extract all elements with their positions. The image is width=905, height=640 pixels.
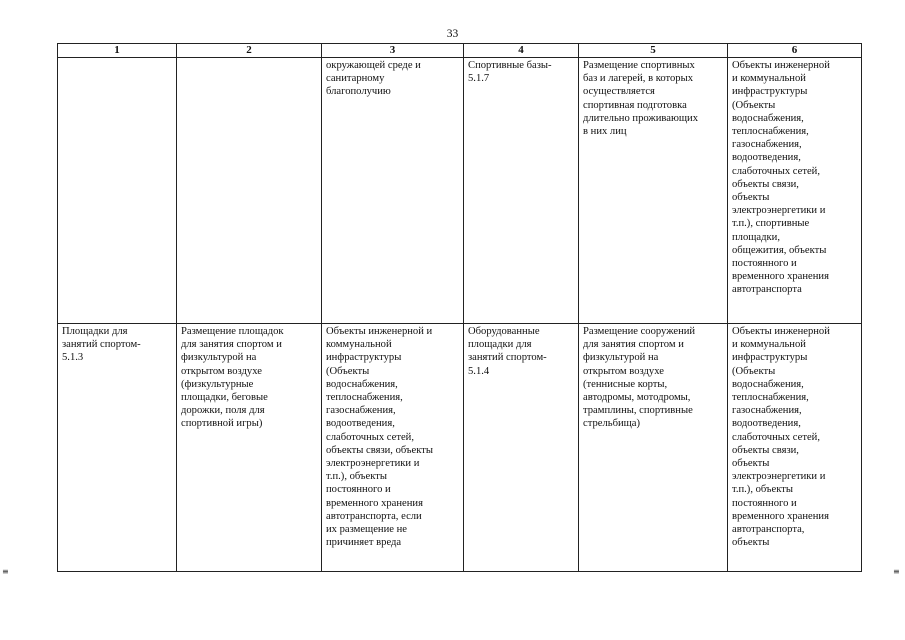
land-use-table — [57, 43, 862, 572]
scan-edge-mark-right: ≡ — [893, 567, 900, 576]
table-header-row — [58, 44, 862, 58]
table-row — [58, 58, 862, 324]
table-cell: Размещение площадок для занятия спортом и физкультурой на открытом воздухе (физкультурные площадки, беговые дорожки, поля для спортивной игры) — [177, 324, 322, 572]
page-number: 33 — [446, 28, 459, 40]
table-cell — [58, 58, 177, 324]
column-header: 5 — [579, 44, 728, 58]
table-cell: Размещение спортивных баз и лагерей, в которых осуществляется спортивная подготовка длительно проживающих в них лиц — [579, 58, 728, 324]
table-cell: Объекты инженерной и коммунальной инфраструктуры (Объекты водоснабжения, теплоснабжения, газоснабжения, водоотведения, слаботочных сетей, объекты связи, объекты электроэнергетики и т.п.), спортивные площадки, общежития, объекты постоянного и временного хранения автотранспорта — [728, 58, 862, 324]
table-cell: окружающей среде и санитарному благополучию — [322, 58, 464, 324]
table-cell: Размещение сооружений для занятия спортом и физкультурой на открытом воздухе (теннисные корты, автодромы, мотодромы, трамплины, спортивные стрельбища) — [579, 324, 728, 572]
column-header: 1 — [58, 44, 177, 58]
column-header: 2 — [177, 44, 322, 58]
table-cell: Оборудованные площадки для занятий спортом- 5.1.4 — [464, 324, 579, 572]
scan-edge-mark-left: ≡ — [2, 567, 9, 576]
column-header: 6 — [728, 44, 862, 58]
table-cell: Спортивные базы- 5.1.7 — [464, 58, 579, 324]
table-cell: Объекты инженерной и коммунальной инфраструктуры (Объекты водоснабжения, теплоснабжения, газоснабжения, водоотведения, слаботочных сетей, объекты связи, объекты электроэнергетики и т.п.), объекты постоянного и временного хранения автотранспорта, объекты — [728, 324, 862, 572]
table-cell: Площадки для занятий спортом- 5.1.3 — [58, 324, 177, 572]
table-cell — [177, 58, 322, 324]
table-cell: Объекты инженерной и коммунальной инфраструктуры (Объекты водоснабжения, теплоснабжения, газоснабжения, водоотведения, слаботочных сетей, объекты связи, объекты электроэнергетики и т.п.), объекты постоянного и временного хранения автотранспорта, если их размещение не причиняет вреда — [322, 324, 464, 572]
column-header: 3 — [322, 44, 464, 58]
table-row — [58, 324, 862, 572]
column-header: 4 — [464, 44, 579, 58]
